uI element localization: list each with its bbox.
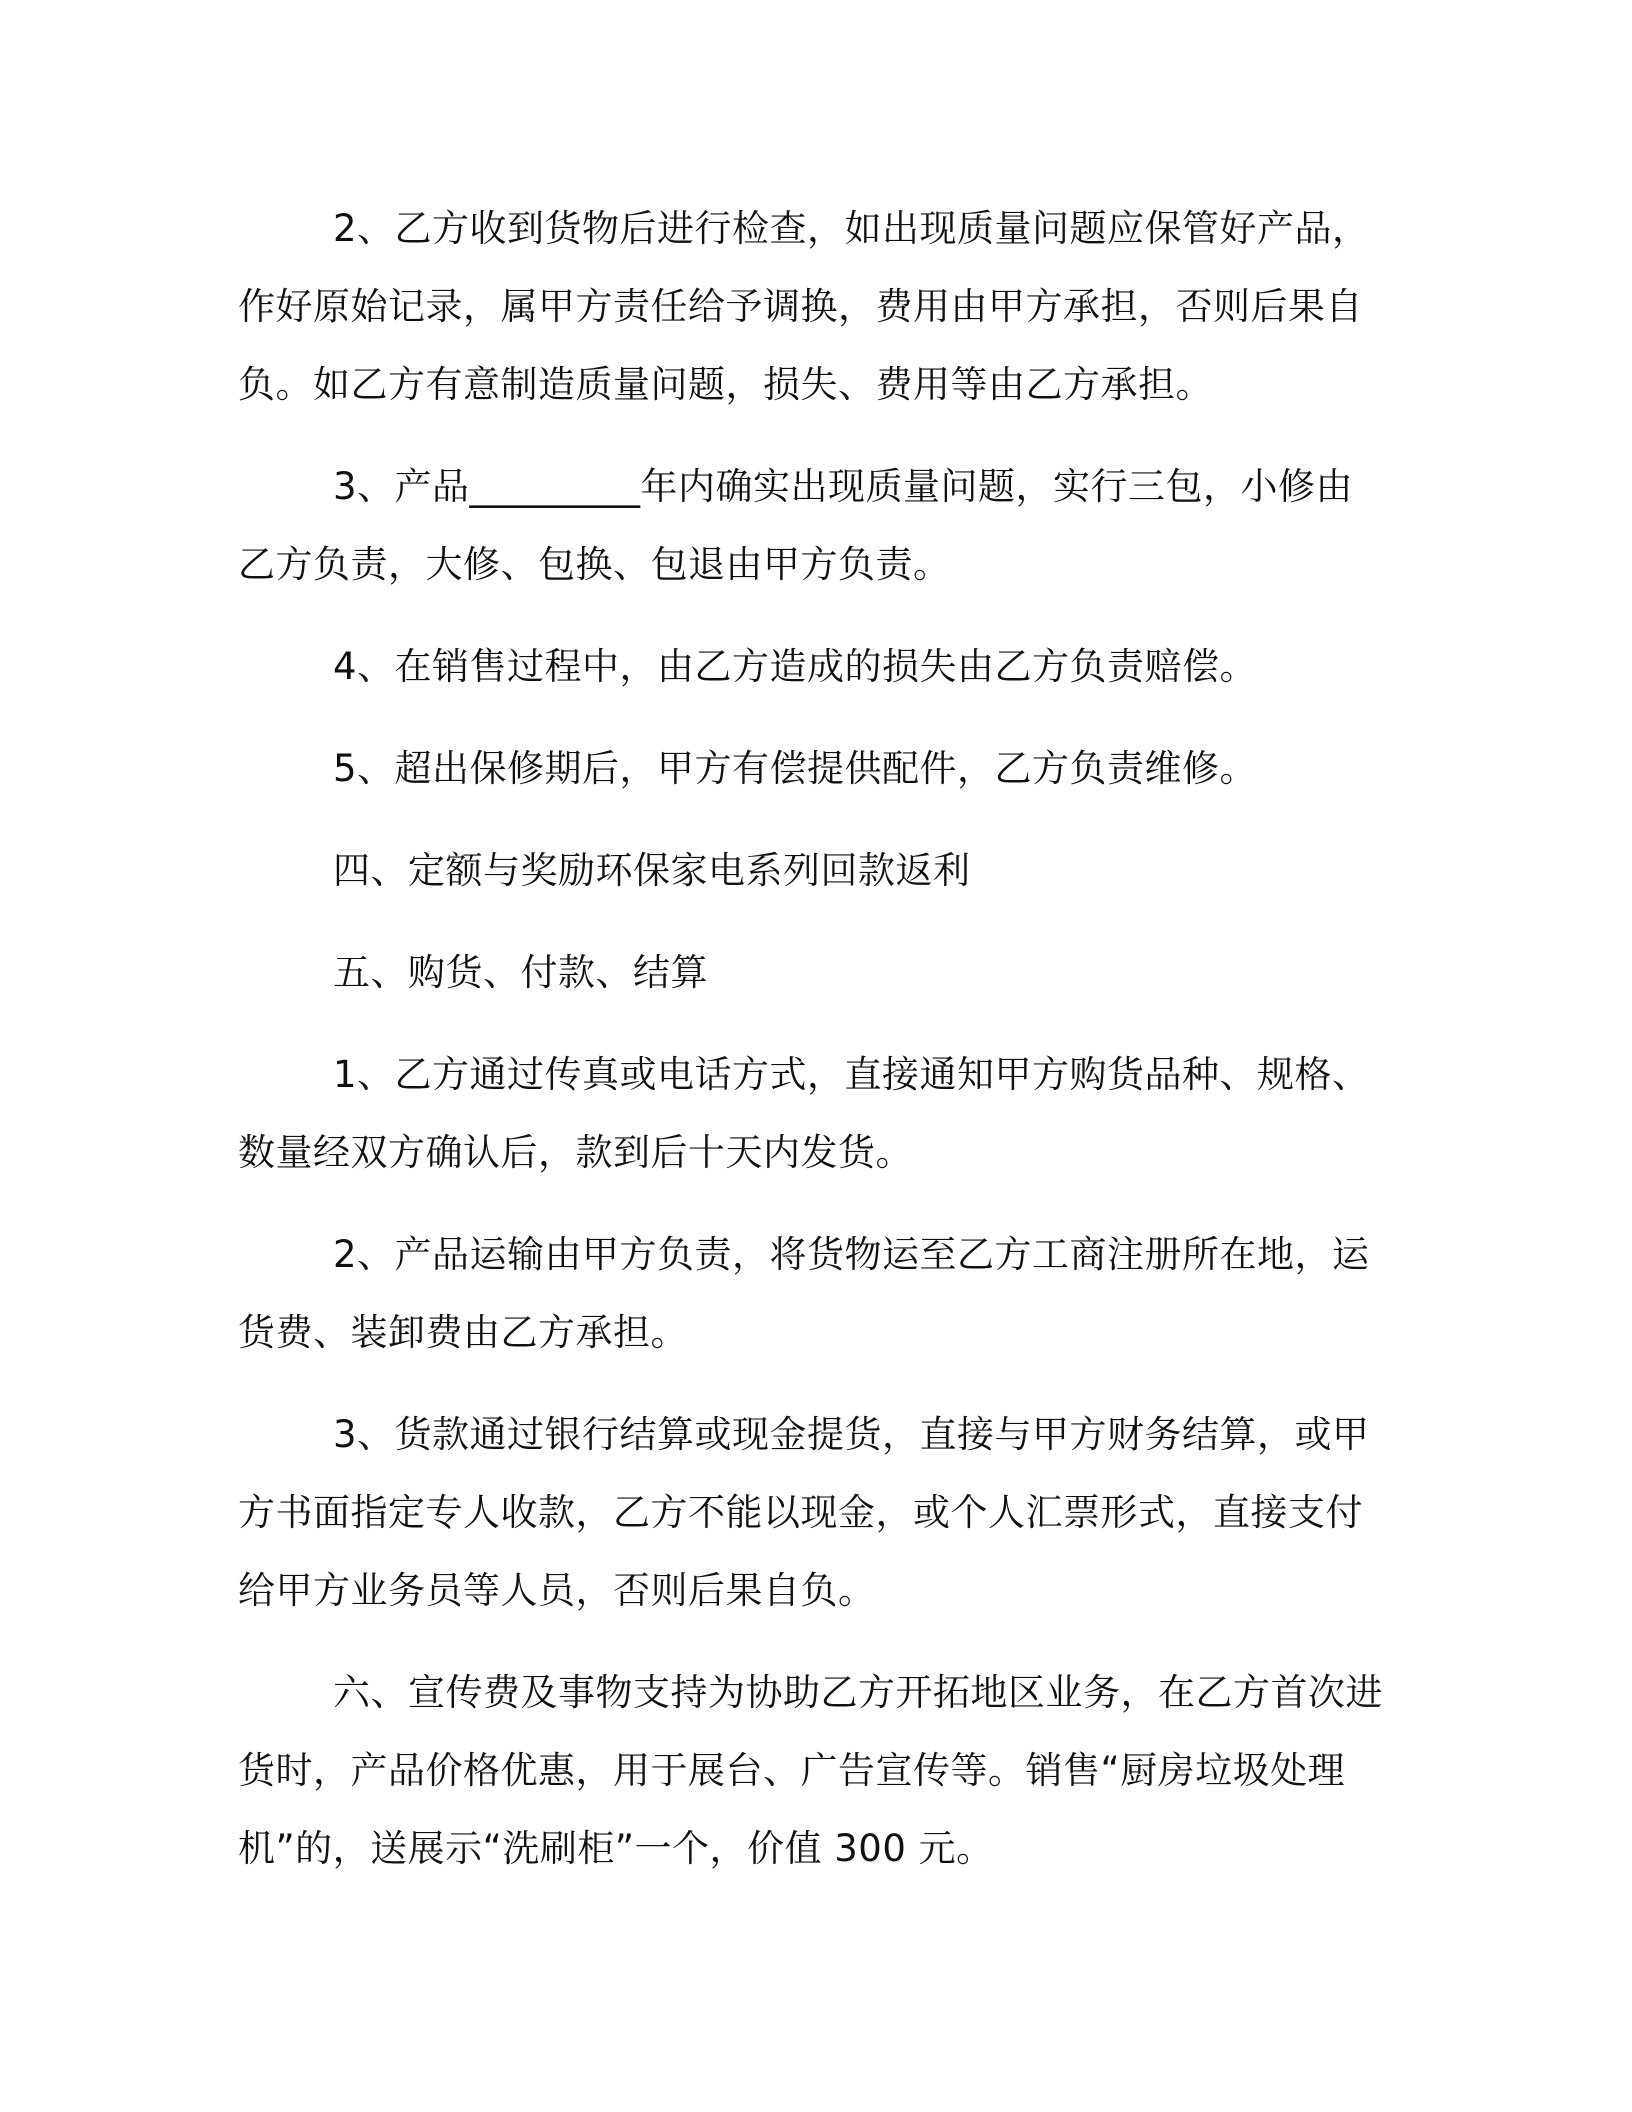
paragraph-gap: [238, 1630, 1388, 1654]
clause-2-inspection: 2、乙方收到货物后进行检查，如出现质量问题应保管好产品，作好原始记录，属甲方责任给予调换，费用由甲方承担，否则后果自负。如乙方有意制造质量问题，损失、费用等由乙方承担。: [238, 207, 1370, 406]
paragraph-gap: [238, 424, 1388, 448]
paragraph-gap: [238, 1192, 1388, 1216]
clause-3-warranty: 3、产品_________年内确实出现质量问题，实行三包，小修由乙方负责，大修、包换、包退由甲方负责。: [238, 465, 1354, 586]
paragraph-gap: [238, 1012, 1388, 1036]
paragraph-gap: [238, 1372, 1388, 1396]
paragraph-gap: [238, 706, 1388, 730]
clause-5-3-payment: 3、货款通过银行结算或现金提货，直接与甲方财务结算，或甲方书面指定专人收款，乙方不能以现金，或个人汇票形式，直接支付给甲方业务员等人员，否则后果自负。: [238, 1413, 1370, 1612]
clause-4-sales-loss: 4、在销售过程中，由乙方造成的损失由乙方负责赔偿。: [333, 645, 1258, 688]
paragraph-gap: [238, 808, 1388, 832]
section-6-promotion: 六、宣传费及事物支持为协助乙方开拓地区业务，在乙方首次进货时，产品价格优惠，用于展台、广告宣传等。销售“厨房垃圾处理机”的，送展示“洗刷柜”一个，价值 300 元。: [238, 1671, 1383, 1870]
paragraph-gap: [238, 910, 1388, 934]
clause-5-2-transport: 2、产品运输由甲方负责，将货物运至乙方工商注册所在地，运货费、装卸费由乙方承担。: [238, 1233, 1370, 1354]
section-4-heading: 四、定额与奖励环保家电系列回款返利: [333, 849, 971, 892]
clause-5-1-ordering: 1、乙方通过传真或电话方式，直接通知甲方购货品种、规格、数量经双方确认后，款到后十天内发货。: [238, 1053, 1370, 1174]
document-body: [238, 190, 1388, 1888]
paragraph-gap: [238, 604, 1388, 628]
clause-5-after-warranty: 5、超出保修期后，甲方有偿提供配件，乙方负责维修。: [333, 747, 1258, 790]
section-5-heading: 五、购货、付款、结算: [333, 951, 708, 994]
